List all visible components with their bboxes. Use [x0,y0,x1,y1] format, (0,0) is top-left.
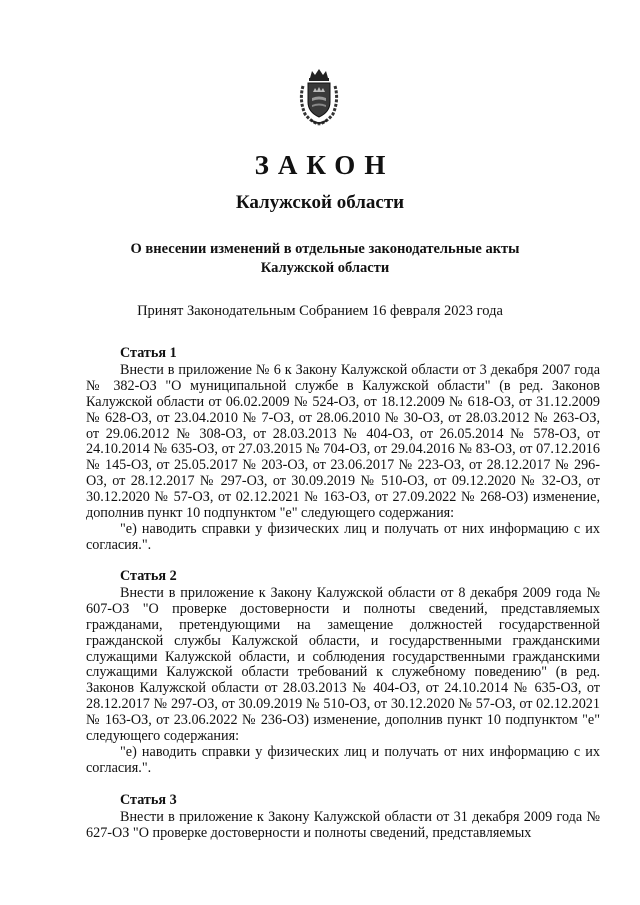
heading-line-2: Калужской области [260,260,390,276]
coat-of-arms-icon [297,68,341,126]
article-title: Статья 1 [120,345,177,361]
article-quote: "е) наводить справки у физических лиц и получать от них информацию с их согласия.". [86,520,600,553]
article-1 [86,346,600,554]
article-3 [86,793,600,842]
article-text: Внести в приложение № 6 к Закону Калужской области от 3 декабря 2007 года № 382-ОЗ "О муниципальной службе в Калужской области" (в ред. Законов Калужской области от 06.02.2009 № 524-ОЗ, от 18.12.2009 № 618-ОЗ, от 31.12.2009 № 628-ОЗ, от 23.04.2010 № 7-ОЗ, от 28.06.2010 № 30-ОЗ, от 28.03.2012 № 263-ОЗ, от 29.06.2012 № 308-ОЗ, от 28.03.2013 № 404-ОЗ, от 26.05.2014 № 578-ОЗ, от 24.10.2014 № 635-ОЗ, от 27.03.2015 № 704-ОЗ, от 29.04.2016 № 83-ОЗ, от 07.12.2016 № 145-ОЗ, от 25.05.2017 № 203-ОЗ, от 23.06.2017 № 223-ОЗ, от 28.12.2017 № 296-ОЗ, от 28.12.2017 № 297-ОЗ, от 30.09.2019 № 510-ОЗ, от 09.12.2020 № 32-ОЗ, от 30.12.2020 № 57-ОЗ, от 02.12.2021 № 163-ОЗ, от 27.09.2022 № 268-ОЗ) изменение, дополнив пункт 10 подпунктом "е" следующего содержания: [86,361,600,522]
article-title: Статья 2 [120,568,177,584]
document-heading [120,240,530,278]
article-quote: "е) наводить справки у физических лиц и получать от них информацию с их согласия.". [86,743,600,776]
article-text: Внести в приложение к Закону Калужской области от 8 декабря 2009 года № 607-ОЗ "О проверке достоверности и полноты сведений, представляемых гражданами, претендующими на замещение должностей государственной гражданской службы Калужской области, и государственными гражданскими служащими Калужской области, и соблюдения государственными гражданскими служащими Калужской области требований к служебному поведению" (в ред. Законов Калужской области от 28.03.2013 № 404-ОЗ, от 24.10.2014 № 635-ОЗ, от 28.12.2017 № 297-ОЗ, от 30.09.2019 № 510-ОЗ, от 30.12.2020 № 57-ОЗ, от 02.12.2021 № 163-ОЗ, от 23.06.2022 № 236-ОЗ) изменение, дополнив пункт 10 подпунктом "е" следующего содержания: [86,584,600,745]
article-2 [86,569,600,777]
adoption-statement: Принят Законодательным Собранием 16 февраля 2023 года [137,303,503,319]
article-title: Статья 3 [120,792,177,808]
article-text: Внести в приложение к Закону Калужской области от 31 декабря 2009 года № 627-ОЗ "О проверке достоверности и полноты сведений, представляемых [86,808,600,841]
region-name: Калужской области [235,192,405,213]
heading-line-1: О внесении изменений в отдельные законодательные акты [130,241,520,257]
document-title: ЗАКОН [254,150,395,180]
